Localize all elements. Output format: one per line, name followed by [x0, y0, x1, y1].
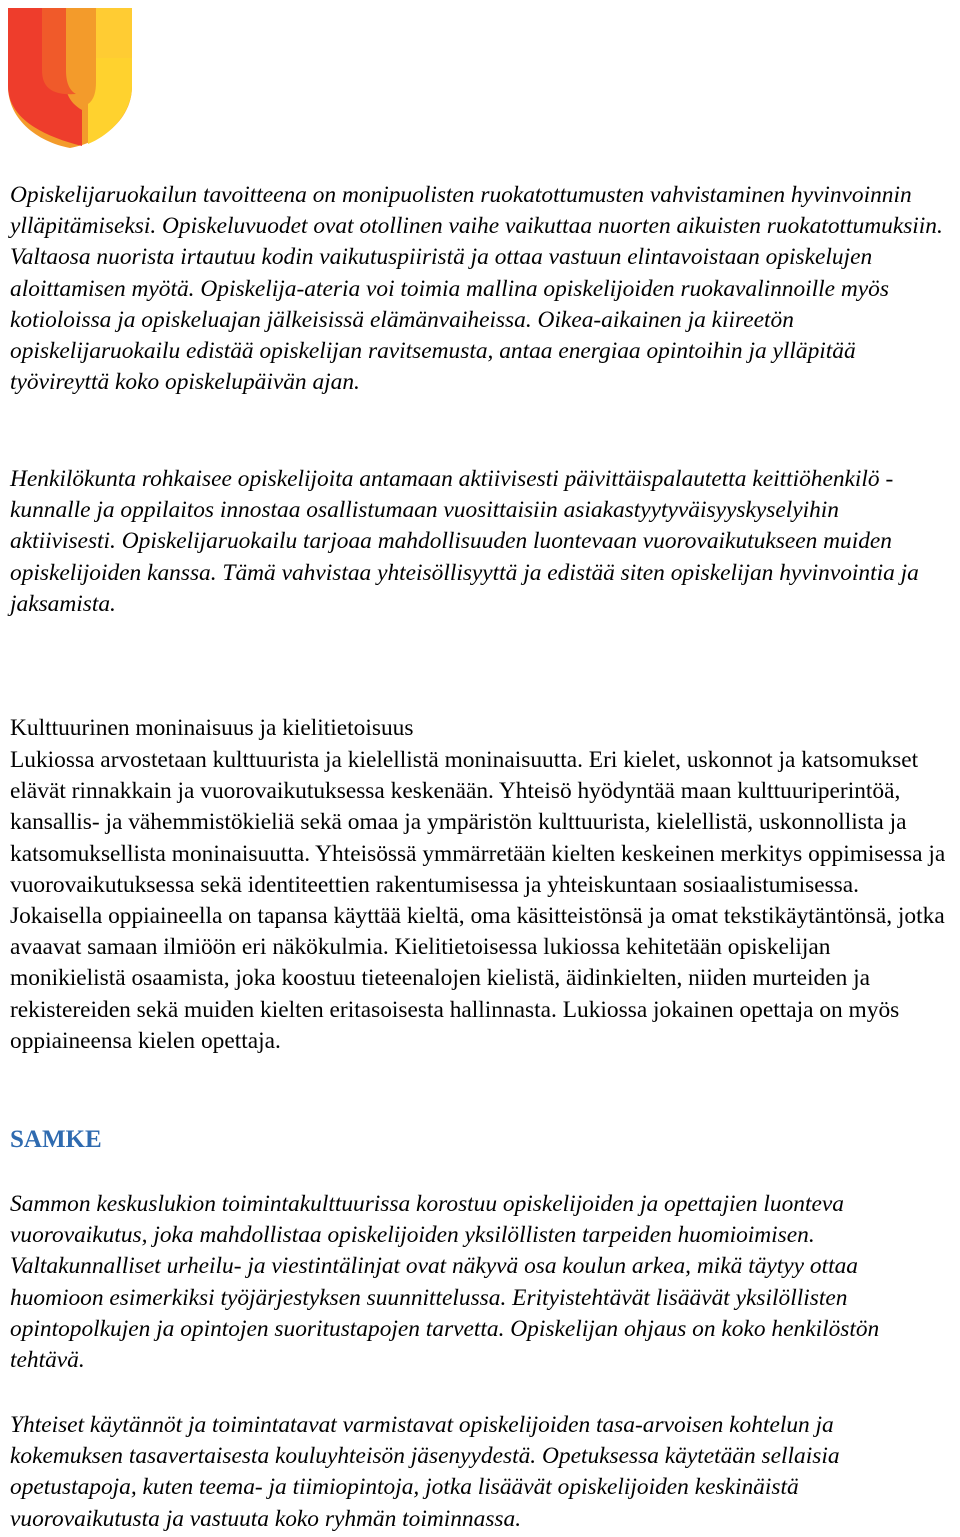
- paragraph-cultural-diversity: Lukiossa arvostetaan kulttuurista ja kielellistä moninaisuutta. Eri kielet, uskonnot ja katsomukset elävät rinnakkain ja vuorovaikutuksessa keskenään. Yhteisö hyödyntää maan kulttuuriperintöä, kansallis- ja vähemmistökieliä sekä omaa ja ympäristön kulttuurista, kielellistä, uskonnollista ja katsomuksellista moninaisuutta. Yhteisössä ymmärretään kielten keskeinen merkitys oppimisessa ja vuorovaikutuksessa sekä identiteettien rakentumisessa ja yhteiskuntaan sosiaalistumisessa. Jokaisella oppiaineella on tapansa käyttää kieltä, oma käsitteistönsä ja omat tekstikäytäntönsä, jotka avaavat samaan ilmiöön eri näkökulmia. Kielitietoisessa lukiossa kehitetään opiskelijan monikielistä osaamista, joka koostuu tieteenalojen kielistä, äidinkielten, niiden murteiden ja rekistereiden sekä muiden kielten eritasoisesta hallinnasta. Lukiossa jokainen opettaja on myös oppiaineensa kielen opettaja.: [10, 747, 946, 1054]
- paragraph-samke-practices: Yhteiset käytännöt ja toimintatavat varmistavat opiskelijoiden tasa-arvoisen kohtelun ja kokemuksen tasavertaisesta kouluyhteisön jäsenyydestä. Opetuksessa käytetään sellaisia opetustapoja, kuten teema- ja tiimiopintoja, jotka lisäävät opiskelijoiden keskinäistä vuorovaikutusta ja vastuuta koko ryhmän toiminnassa.: [10, 1412, 840, 1532]
- section-heading-cultural-diversity: Kulttuurinen moninaisuus ja kielitietoisuus: [10, 715, 414, 741]
- section-heading-samke: SAMKE: [10, 1126, 102, 1153]
- paragraph-samke-culture: Sammon keskuslukion toimintakulttuurissa korostuu opiskelijoiden ja opettajien luonteva vuorovaikutus, joka mahdollistaa opiskelijoiden yksilöllisten tarpeiden huomioimisen. Valtakunnalliset urheilu- ja viestintälinjat ovat näkyvä osa koulun arkea, mikä täytyy ottaa huomioon esimerkiksi työjärjestyksen suunnittelussa. Erityistehtävät lisäävät yksilöllisten opintopolkujen ja opintojen suoritustapojen tarvetta. Opiskelijan ohjaus on koko henkilöstön tehtävä.: [10, 1191, 880, 1374]
- paragraph-feedback: Henkilökunta rohkaisee opiskelijoita antamaan aktiivisesti päivittäispalautetta keittiöhenkilö - kunnalle ja oppilaitos innostaa osallistumaan vuosittaisiin asiakastyytyväisyyskyselyihin aktiivisesti. Opiskelijaruokailu tarjoaa mahdollisuuden luontevaan vuorovaikutukseen muiden opiskelijoiden kanssa. Tämä vahvistaa yhteisöllisyyttä ja edistää siten opiskelijan hyvinvointia ja jaksamista.: [10, 466, 919, 617]
- shield-logo-icon: [8, 8, 132, 148]
- intro-paragraph-meals: Opiskelijaruokailun tavoitteena on monipuolisten ruokatottumusten vahvistaminen hyvinvoinnin ylläpitämiseksi. Opiskeluvuodet ovat otollinen vaihe vaikuttaa nuorten aikuisten ruokatottumuksiin. Valtaosa nuorista irtautuu kodin vaikutuspiiristä ja ottaa vastuun elintavoistaan opiskelujen aloittamisen myötä. Opiskelija-ateria voi toimia mallina opiskelijoiden ruokavalinnoille myös kotioloissa ja opiskeluajan jälkeisissä elämänvaiheissa. Oikea-aikainen ja kiireetön opiskelijaruokailu edistää opiskelijan ravitsemusta, antaa energiaa opintoihin ja ylläpitää työvireyttä koko opiskelupäivän ajan.: [10, 182, 943, 396]
